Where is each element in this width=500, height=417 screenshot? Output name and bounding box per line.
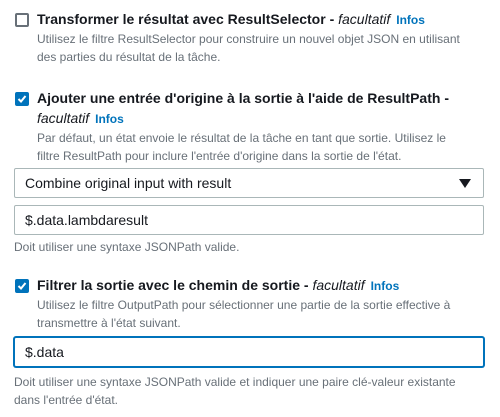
- result-path-mode-value: Combine original input with result: [25, 175, 232, 191]
- output-path-checkbox[interactable]: [15, 279, 29, 293]
- result-selector-optional: facultatif: [338, 11, 391, 27]
- result-path-label: Ajouter une entrée d'origine à la sortie à l'aide de ResultPath -: [37, 90, 449, 106]
- result-path-info-link[interactable]: Infos: [95, 112, 124, 126]
- caret-down-icon: [459, 179, 471, 188]
- result-selector-desc: [37, 30, 460, 66]
- output-path-optional: facultatif: [312, 277, 365, 293]
- result-selector-checkbox[interactable]: [15, 13, 29, 27]
- result-path-help: Doit utiliser une syntaxe JSONPath valide.: [14, 240, 240, 254]
- output-path-help-line2: dans l'entrée d'état.: [14, 393, 118, 407]
- output-path-help: [14, 373, 456, 409]
- output-path-input[interactable]: [14, 337, 484, 367]
- output-path-title: [37, 275, 399, 296]
- result-path-checkbox[interactable]: [15, 92, 29, 106]
- output-path-desc: [37, 296, 450, 332]
- result-path-desc-line2: filtre ResultPath pour inclure l'entrée d'origine dans la sortie de l'état.: [37, 149, 402, 163]
- result-selector-info-link[interactable]: Infos: [396, 13, 425, 27]
- result-path-title: [37, 88, 477, 129]
- result-path-desc-line1: Par défaut, un état envoie le résultat de la tâche en tant que sortie. Utilisez le: [37, 131, 446, 145]
- result-selector-title: [37, 9, 425, 30]
- result-selector-desc-line1: Utilisez le filtre ResultSelector pour construire un nouvel objet JSON en utilisant: [37, 32, 460, 46]
- checkmark-icon: [17, 94, 27, 104]
- output-path-info-link[interactable]: Infos: [370, 279, 400, 293]
- output-path-help-line1: Doit utiliser une syntaxe JSONPath valide et indiquer une paire clé-valeur existante: [14, 375, 456, 389]
- result-path-optional: facultatif: [37, 110, 90, 126]
- result-path-mode-select[interactable]: [14, 168, 484, 198]
- result-path-input[interactable]: [14, 205, 484, 235]
- result-selector-desc-line2: des parties du résultat de la tâche.: [37, 50, 221, 64]
- output-path-label: Filtrer la sortie avec le chemin de sortie -: [37, 277, 313, 293]
- result-path-desc: [37, 129, 446, 165]
- checkmark-icon: [17, 281, 27, 291]
- result-selector-label: Transformer le résultat avec ResultSelector -: [37, 11, 339, 27]
- output-path-desc-line1: Utilisez le filtre OutputPath pour sélectionner une partie de la sortie effective à: [37, 298, 451, 312]
- output-path-desc-line2: transmettre à l'état suivant.: [37, 316, 181, 330]
